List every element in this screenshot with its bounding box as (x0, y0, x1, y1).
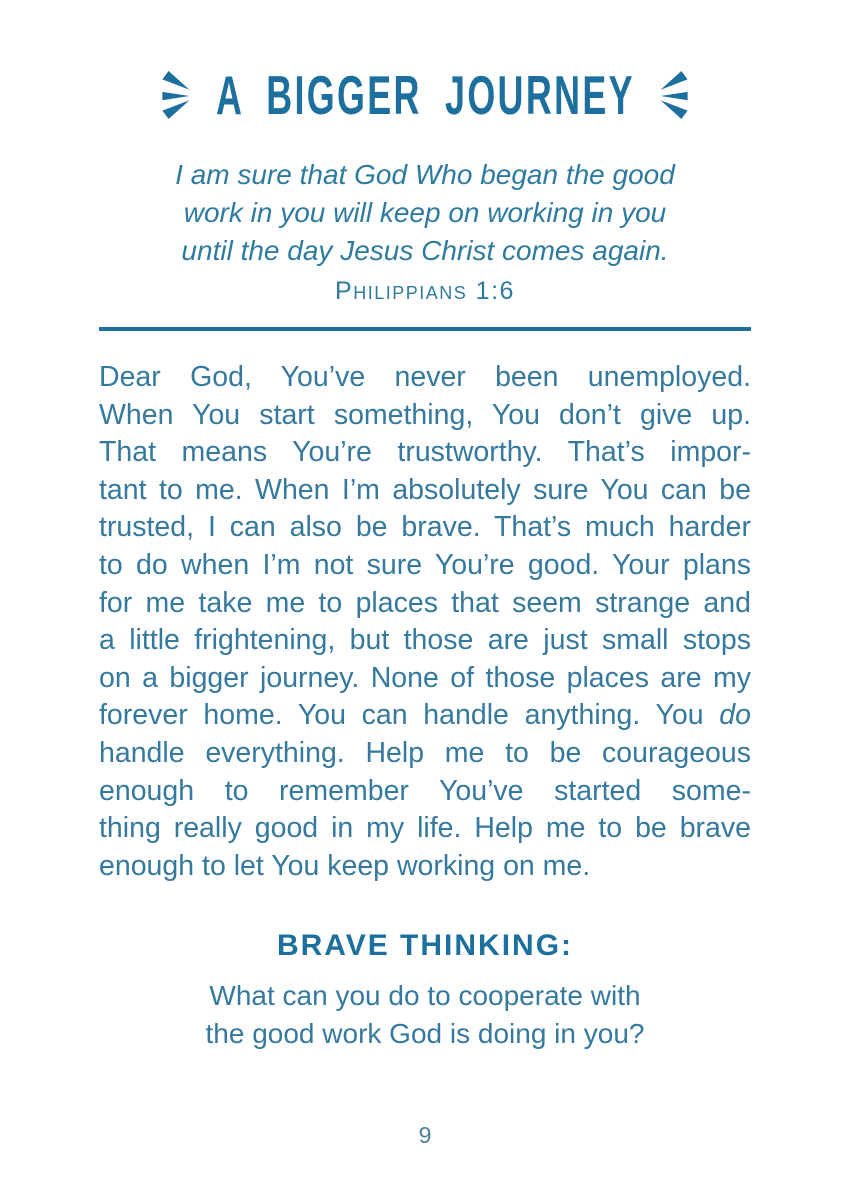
reflection-question: What can you do to cooperate with the good work God is doing in you? (205, 980, 645, 1050)
prayer-text: Dear God, You’ve never been unemployed. When You start something, You don’t give up. That means You’re trustworthy. That’s impor- tant to me. When I’m absolutely sure You can be trusted, I can also be brave. That’s much harder to do when I’m not sure You’re good. Your plans for me take me to places that seem strange and a little frightening, but those are just small stops on a bigger journey. None of those places are my forever home. You can handle anything. You do handle everything. Help me to be courageous enough to remember You’ve started some- thing really good in my life. Help me to be brave enough to let You keep working on me. (99, 361, 751, 882)
page-number: 9 (418, 1122, 432, 1148)
chapter-title-row (0, 0, 850, 126)
brave-thinking-heading: BRAVE THINKING: (276, 929, 574, 963)
emphasis-dashes-right-icon (655, 70, 689, 120)
section-divider (99, 327, 751, 331)
scripture-reference: Philippians 1:6 (335, 277, 515, 305)
emphasis-dashes-left-icon (161, 70, 195, 120)
scripture-quote: I am sure that God Who began the good work in you will keep on working in you until the day Jesus Christ comes again. (175, 159, 675, 266)
chapter-title: A BIGGER JOURNEY (215, 64, 635, 126)
